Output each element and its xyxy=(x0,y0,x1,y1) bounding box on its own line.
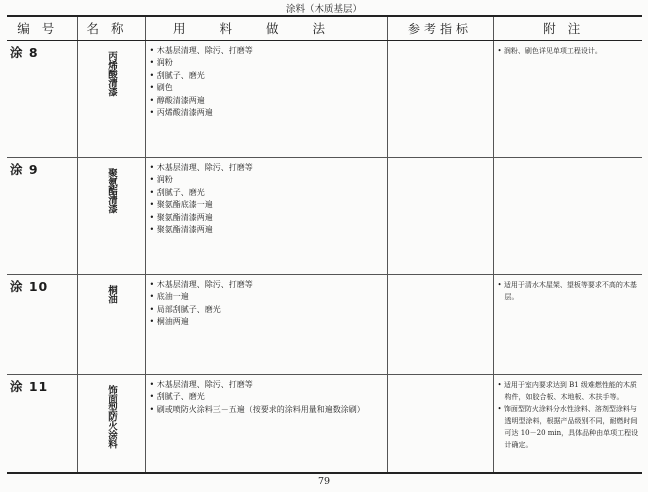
spec-table xyxy=(7,15,642,474)
row-name: 饰面型防火涂料 xyxy=(106,384,117,448)
method-step: • 醇酸清漆两遍 xyxy=(150,95,385,108)
note-item: • 饰面型防火涂料分水性涂料、溶剂型涂料与透明型涂料，根据产品级别不同，耐燃时间可达 10－20 min，具体品种由单项工程设计确定。 xyxy=(498,403,640,451)
method-step: • 润粉 xyxy=(150,174,385,187)
note-item: • 润粉、刷色详见单项工程设计。 xyxy=(498,45,640,57)
method-step: • 聚氨酯清漆两遍 xyxy=(150,224,385,237)
row-notes xyxy=(493,374,642,473)
row-notes xyxy=(493,40,642,157)
method-step: • 刷色 xyxy=(150,82,385,95)
method-step: • 木基层清理、除污、打磨等 xyxy=(150,45,385,58)
table-row xyxy=(7,374,642,473)
table-row xyxy=(7,40,642,157)
row-method xyxy=(145,274,387,374)
method-step: • 聚氨酯清漆两遍 xyxy=(150,212,385,225)
row-code: 涂 10 xyxy=(7,274,77,374)
method-step: • 木基层清理、除污、打磨等 xyxy=(150,162,385,175)
row-code: 涂 9 xyxy=(7,157,77,274)
row-notes xyxy=(493,274,642,374)
note-item: • 适用于清水木屋架、望板等要求不高的木基层。 xyxy=(498,279,640,303)
row-name: 桐油 xyxy=(106,284,117,303)
row-method xyxy=(145,40,387,157)
row-notes xyxy=(493,157,642,274)
row-method xyxy=(145,374,387,473)
page-number: 79 xyxy=(317,476,331,487)
page-title: 涂料（木质基层） xyxy=(285,4,362,15)
row-name: 聚氨酯清漆 xyxy=(106,167,117,213)
method-step: • 桐油两遍 xyxy=(150,316,385,329)
table-row xyxy=(7,274,642,374)
header-row xyxy=(7,16,642,40)
method-step: • 刮腻子、磨光 xyxy=(150,70,385,83)
col-head-method: 用料做法 xyxy=(145,16,387,40)
method-step: • 刷或喷防火涂料三－五遍（按要求的涂料用量和遍数涂刷） xyxy=(150,404,385,417)
col-head-ref: 参考指标 xyxy=(387,16,493,40)
method-step: • 木基层清理、除污、打磨等 xyxy=(150,279,385,292)
col-head-code: 编号 xyxy=(7,16,77,40)
col-head-notes: 附注 xyxy=(493,16,642,40)
note-item: • 适用于室内要求达到 B1 级难燃性能的木质构件，如胶合板、木地板、木扶手等。 xyxy=(498,379,640,403)
row-code: 涂 11 xyxy=(7,374,77,473)
row-method xyxy=(145,157,387,274)
method-step: • 刮腻子、磨光 xyxy=(150,187,385,200)
method-step: • 底油一遍 xyxy=(150,291,385,304)
method-step: • 聚氨酯底漆一遍 xyxy=(150,199,385,212)
row-ref xyxy=(387,157,493,274)
method-step: • 刮腻子、磨光 xyxy=(150,391,385,404)
row-ref xyxy=(387,40,493,157)
row-code: 涂 8 xyxy=(7,40,77,157)
method-step: • 木基层清理、除污、打磨等 xyxy=(150,379,385,392)
col-head-name: 名称 xyxy=(77,16,145,40)
method-step: • 润粉 xyxy=(150,57,385,70)
table-row xyxy=(7,157,642,274)
row-ref xyxy=(387,374,493,473)
method-step: • 丙烯酸清漆两遍 xyxy=(150,107,385,120)
row-ref xyxy=(387,274,493,374)
row-name: 丙烯酸清漆 xyxy=(106,50,117,96)
method-step: • 局部刮腻子、磨光 xyxy=(150,304,385,317)
